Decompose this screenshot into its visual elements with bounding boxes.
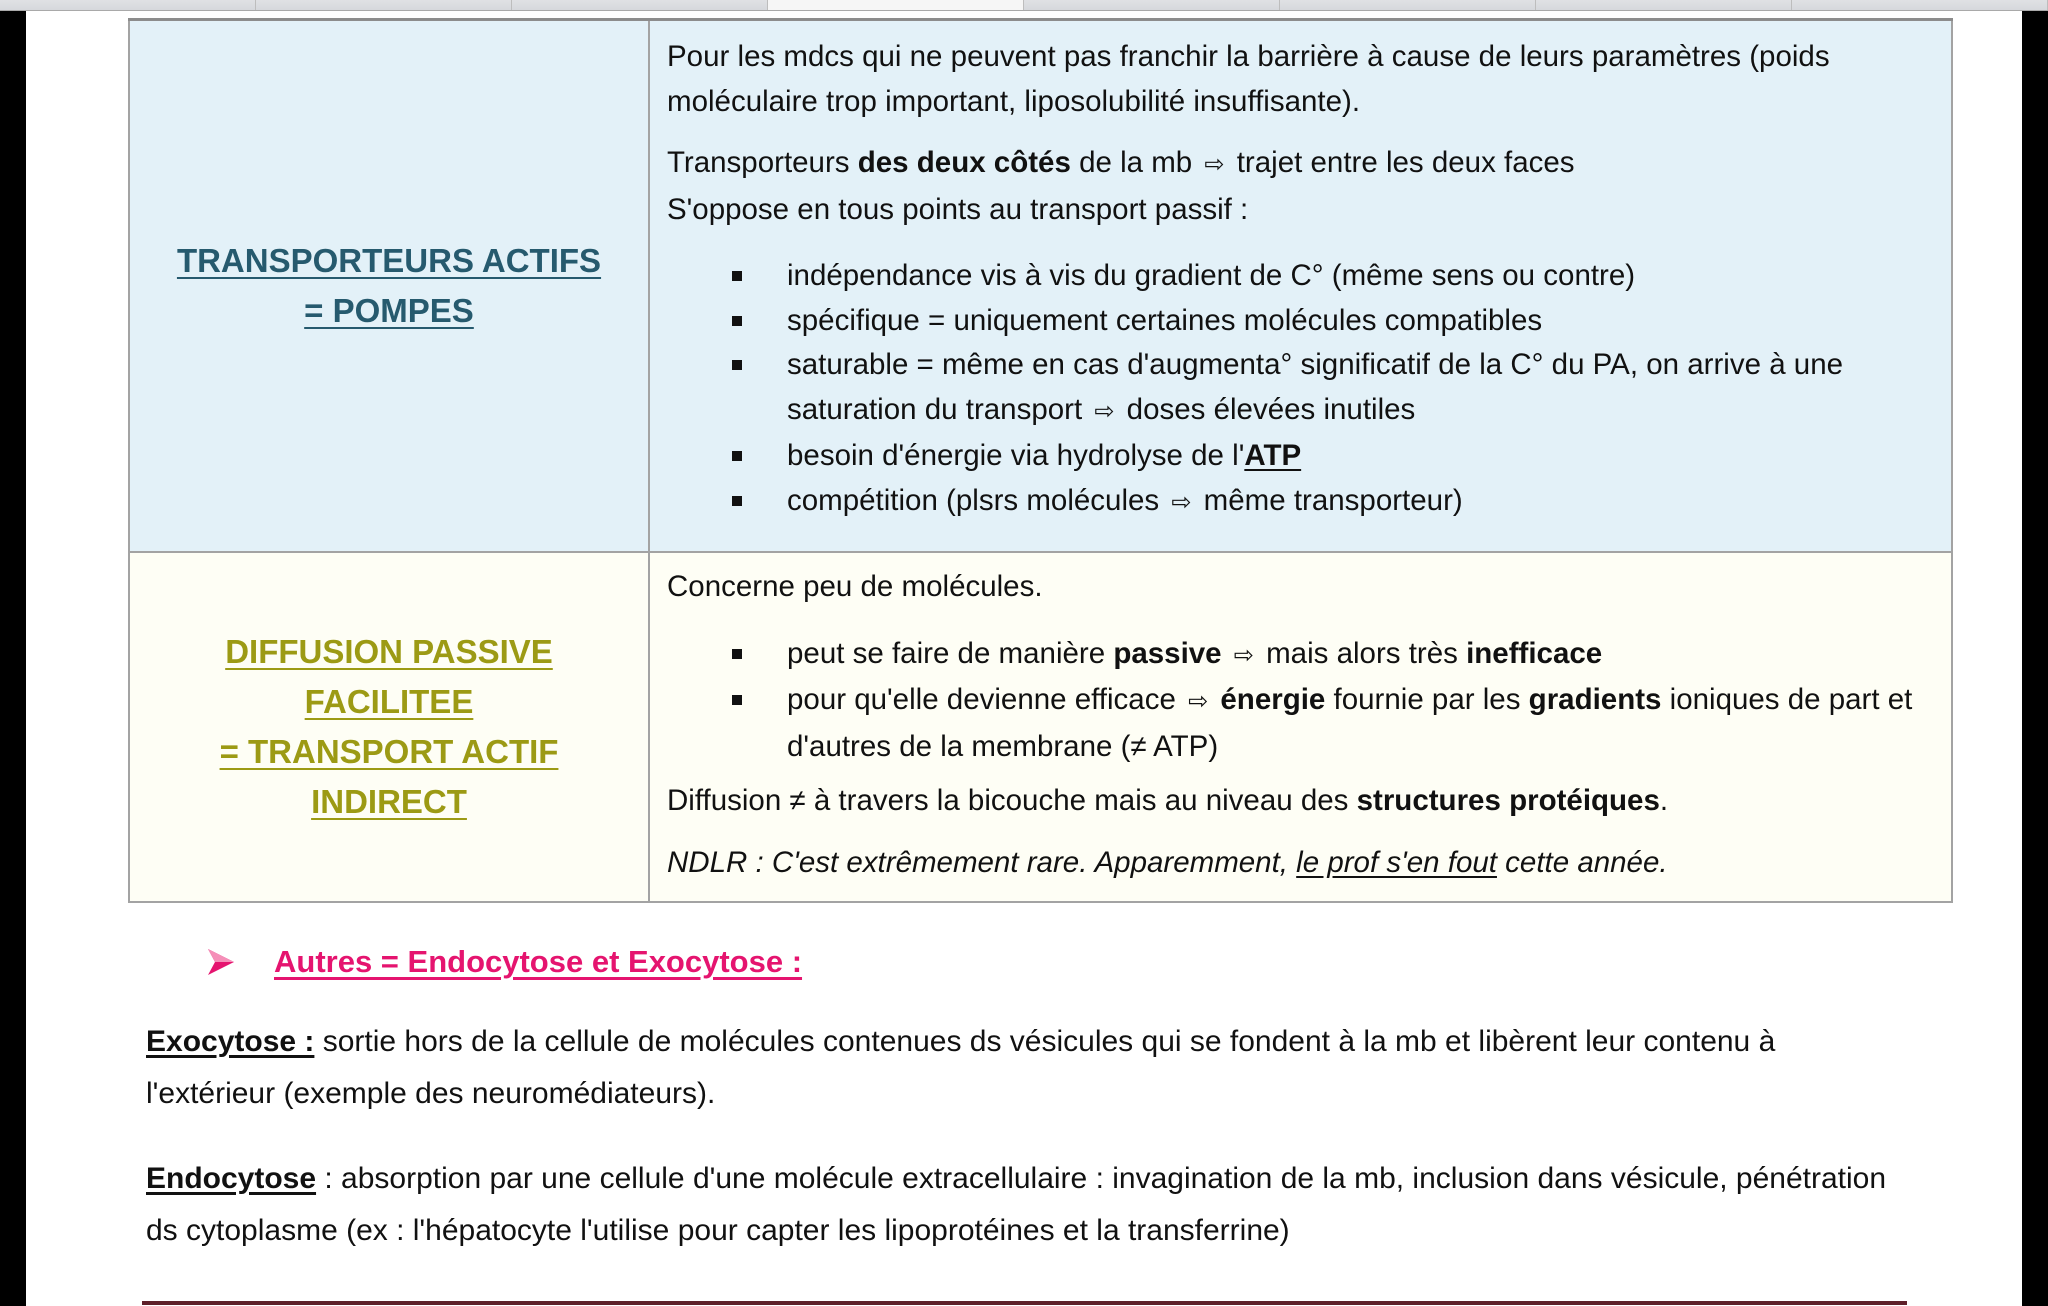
text: même transporteur) [1195, 483, 1463, 517]
text: besoin d'énergie via hydrolyse de l' [787, 439, 1245, 472]
endocytose-paragraph [146, 1153, 1906, 1257]
exocytose-paragraph [146, 1016, 1906, 1120]
arrowhead-bullet-icon [206, 947, 236, 977]
text: Transporteurs [667, 146, 858, 179]
tab-segment[interactable] [1024, 0, 1280, 10]
text: saturable = même en cas d'augmenta° significatif de la C° du PA, on arrive à une saturation du transport [787, 348, 1844, 426]
tab-segment[interactable] [1536, 0, 1792, 10]
table-row-diffusion-passive-facilitee [129, 552, 1952, 902]
transport-table [128, 18, 1953, 903]
row-content-cell [649, 20, 1952, 553]
footer-rule [142, 1301, 1907, 1305]
list-item [787, 434, 1931, 479]
paragraph: Pour les mdcs qui ne peuvent pas franchir la barrière à cause de leurs paramètres (poids moléculaire trop important, liposolubilité insuffisante). [667, 40, 1830, 118]
right-arrow-icon: ⇨ [1188, 688, 1209, 715]
definition-text: sortie hors de la cellule de molécules contenues ds vésicules qui se fondent à la mb et libèrent leur contenu à l'extérieur (exemple des neuromédiateurs). [146, 1025, 1776, 1110]
row-title-line: = POMPES [304, 292, 474, 329]
row-title-line: = TRANSPORT ACTIF [219, 733, 559, 770]
bullet-list [667, 632, 1931, 770]
text: cette année. [1496, 845, 1668, 879]
tab-strip [0, 0, 2048, 11]
definition-text: : absorption par une cellule d'une molécule extracellulaire : invagination de la mb, inclusion dans vésicule, pénétration ds cytoplasme (ex : l'hépatocyte l'utilise pour capter les lipoprotéines et la transferrine) [146, 1162, 1887, 1247]
bold-text: ATP [1244, 439, 1302, 472]
row-title-cell [129, 20, 649, 553]
underlined-text: le prof s'en fout [1296, 845, 1497, 879]
bold-text: structures protéiques [1356, 784, 1660, 817]
term-exocytose: Exocytose : [146, 1025, 315, 1058]
section-heading [206, 944, 802, 980]
row-content-cell [649, 552, 1952, 902]
paragraph [667, 779, 1931, 824]
list-item: indépendance vis à vis du gradient de C° (même sens ou contre) [787, 254, 1931, 299]
bold-text: passive [1113, 636, 1222, 670]
right-arrow-icon: ⇨ [1204, 151, 1225, 178]
row-title-line: TRANSPORTEURS ACTIFS [176, 242, 602, 279]
row-title-cell [129, 552, 649, 902]
text: doses élevées inutiles [1118, 392, 1416, 426]
text: trajet entre les deux faces [1228, 146, 1575, 179]
row-title-line: DIFFUSION PASSIVE [225, 633, 553, 670]
editor-note [667, 841, 1931, 886]
table-row-transporteurs-actifs [129, 20, 1952, 553]
text: pour qu'elle devienne efficace [787, 683, 1185, 716]
text: ioniques de part et d'autres de la membrane (≠ ATP) [787, 683, 1913, 763]
text: peut se faire de manière [787, 636, 1114, 670]
tab-segment[interactable] [1280, 0, 1536, 10]
document-page [26, 11, 2022, 1306]
text: NDLR : C'est extrêmement rare. Apparemment, [667, 845, 1297, 879]
tab-segment[interactable] [256, 0, 512, 10]
right-arrow-icon: ⇨ [1171, 488, 1192, 516]
tab-segment[interactable] [512, 0, 768, 10]
bold-text: des deux côtés [857, 146, 1071, 179]
text: . [1659, 784, 1669, 817]
tab-segment-active[interactable] [768, 0, 1024, 10]
paragraph [667, 141, 1931, 232]
right-arrow-icon: ⇨ [1233, 641, 1254, 669]
section-heading-label: Autres = Endocytose et Exocytose : [274, 944, 803, 979]
text: compétition (plsrs molécules [787, 483, 1168, 517]
text: Diffusion ≠ à travers la bicouche mais au niveau des [667, 784, 1357, 817]
list-item: spécifique = uniquement certaines molécules compatibles [787, 299, 1931, 344]
list-item [787, 632, 1931, 679]
bullet-list [667, 254, 1931, 525]
bold-text: inefficace [1466, 636, 1603, 670]
right-arrow-icon: ⇨ [1094, 397, 1115, 425]
tab-segment[interactable] [1792, 0, 2048, 10]
row-title-line: INDIRECT [311, 783, 467, 820]
text: mais alors très [1257, 636, 1467, 670]
tab-segment[interactable] [0, 0, 256, 10]
bold-text: énergie [1220, 683, 1326, 716]
text: S'oppose en tous points au transport passif : [667, 192, 1249, 226]
list-item [787, 678, 1931, 769]
bold-text: gradients [1528, 683, 1662, 716]
row-title-line: FACILITEE [304, 683, 474, 720]
paragraph: Concerne peu de molécules. [667, 570, 1043, 603]
text: fournie par les [1325, 683, 1529, 716]
list-item [787, 479, 1931, 526]
text: de la mb [1070, 146, 1201, 179]
term-endocytose: Endocytose [146, 1162, 317, 1195]
list-item [787, 343, 1931, 434]
